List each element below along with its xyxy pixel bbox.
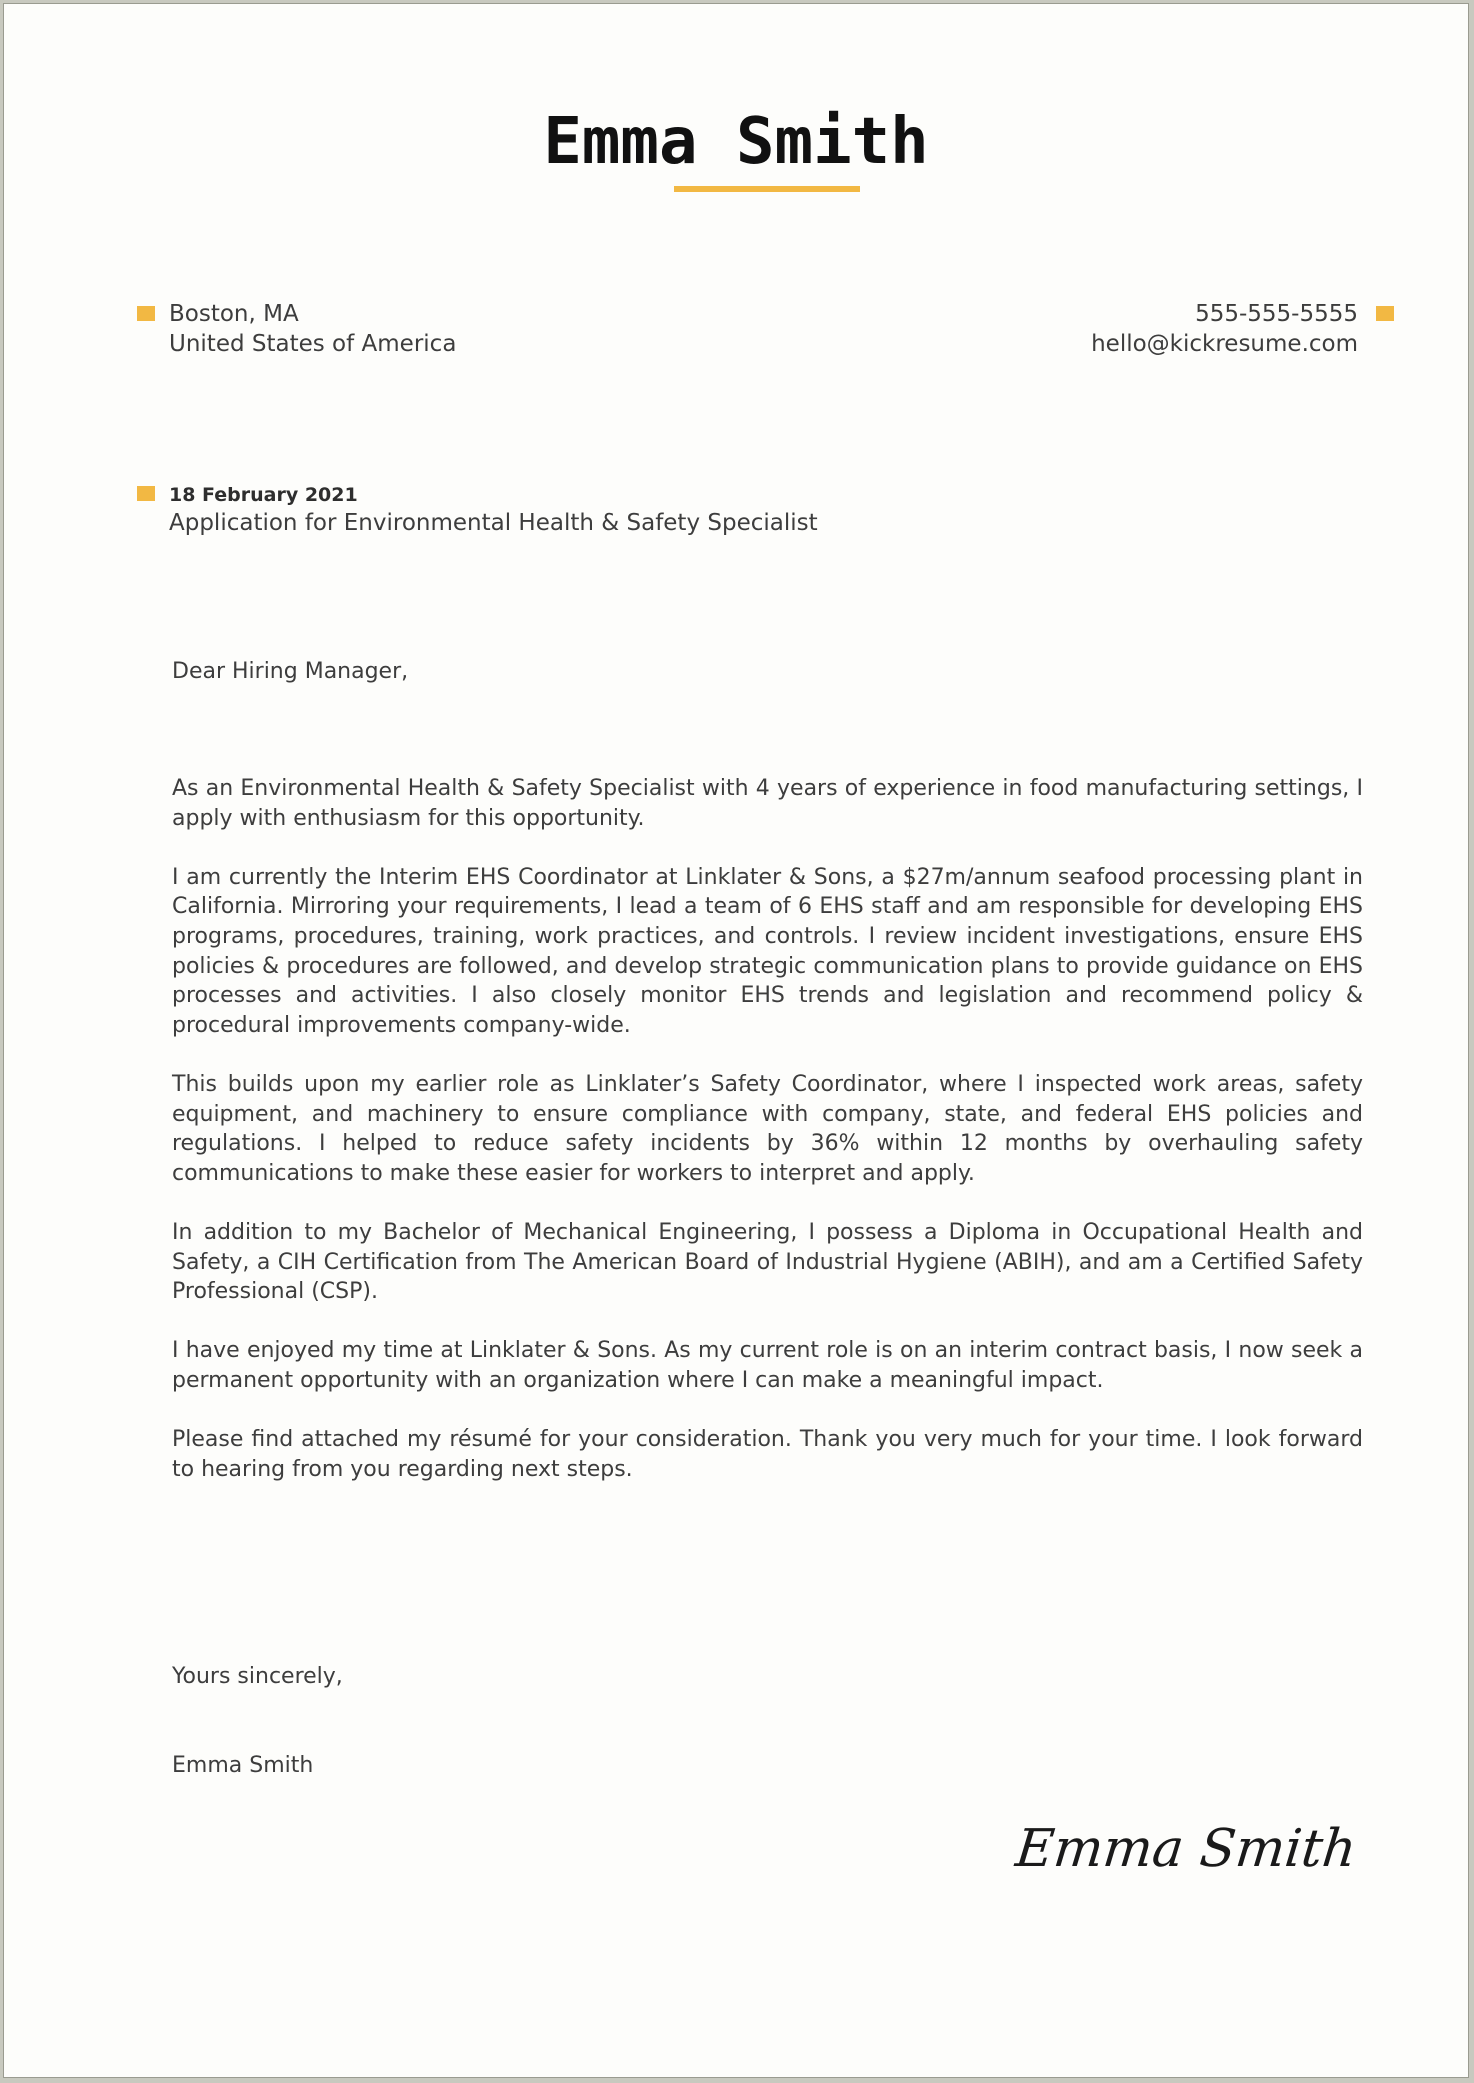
letter-closing: Yours sincerely, (172, 1664, 343, 1689)
handwritten-signature: Emma Smith (1012, 1819, 1360, 1879)
letter-body (172, 774, 1363, 1514)
applicant-name-title: Emma Smith (543, 105, 929, 179)
address-city: Boston, MA (169, 301, 299, 327)
signer-name: Emma Smith (172, 1753, 314, 1778)
letter-paragraph: I am currently the Interim EHS Coordinator at Linklater & Sons, a $27m/annum seafood processing plant in California. Mirroring your requirements, I lead a team of 6 EHS staff and am responsible for developing EHS programs, procedures, training, work practices, and controls. I review incident investigations, ensure EHS policies & procedures are followed, and develop strategic communication plans to provide guidance on EHS processes and activities. I also closely monitor EHS trends and legislation and recommend policy & procedural improvements company-wide. (172, 864, 1363, 1038)
letter-greeting: Dear Hiring Manager, (172, 659, 409, 684)
letter-paragraph: I have enjoyed my time at Linklater & Sons. As my current role is on an interim contract basis, I now seek a permanent opportunity with an organization where I can make a meaningful impact. (172, 1338, 1363, 1393)
contact-phone: 555-555-5555 (1195, 301, 1358, 327)
address-country: United States of America (169, 331, 457, 357)
letter-paragraph: In addition to my Bachelor of Mechanical Engineering, I possess a Diploma in Occupational Health and Safety, a CIH Certification from The American Board of Industrial Hygiene (ABIH), and am a Certified Safety Professional (CSP). (172, 1219, 1363, 1305)
address-marker-icon (137, 306, 155, 321)
cover-letter-page (3, 3, 1469, 2078)
contact-marker-icon (1376, 306, 1394, 321)
letter-subject: Application for Environmental Health & Safety Specialist (169, 510, 818, 536)
letter-paragraph: Please find attached my résumé for your consideration. Thank you very much for your time. I look forward to hearing from you regarding next steps. (172, 1427, 1363, 1482)
contact-email[interactable]: hello@kickresume.com (1091, 331, 1358, 357)
title-underline (674, 186, 860, 192)
letter-paragraph: As an Environmental Health & Safety Specialist with 4 years of experience in food manufacturing settings, I apply with enthusiasm for this opportunity. (172, 776, 1363, 831)
letter-date: 18 February 2021 (169, 484, 358, 506)
letter-paragraph: This builds upon my earlier role as Linklater’s Safety Coordinator, where I inspected work areas, safety equipment, and machinery to ensure compliance with company, state, and federal EHS policies and regulations. I helped to reduce safety incidents by 36% within 12 months by overhauling safety communications to make these easier for workers to interpret and apply. (172, 1071, 1363, 1186)
date-marker-icon (137, 486, 155, 501)
